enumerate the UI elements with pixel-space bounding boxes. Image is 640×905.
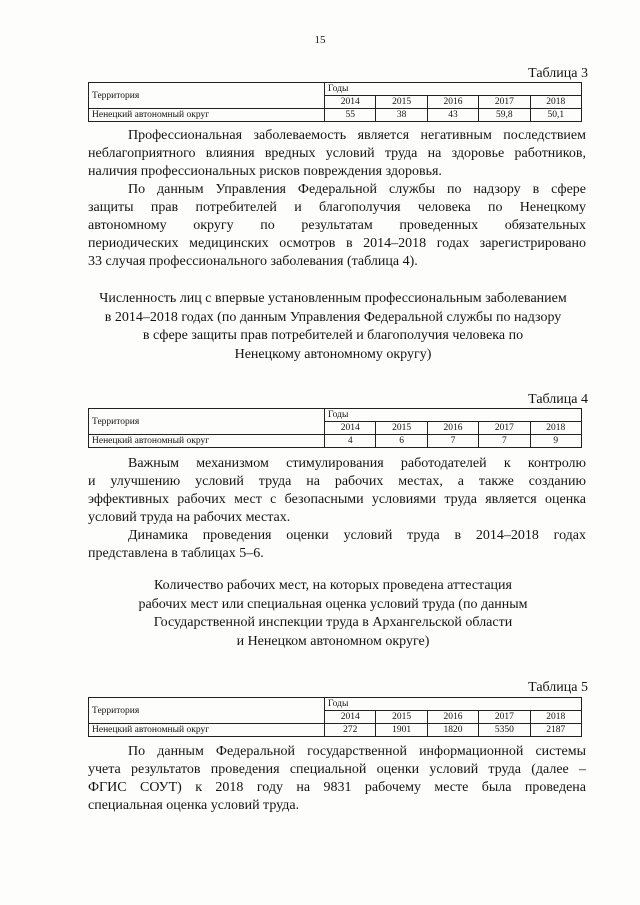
table-row: [89, 109, 582, 122]
table-3-value: 38: [376, 109, 427, 122]
table-4-years-header: Годы: [325, 409, 582, 422]
table-3-territory-header: Территория: [89, 83, 325, 109]
table-5-year: 2017: [479, 711, 530, 724]
table-3-value: 55: [325, 109, 376, 122]
table-4-value: 6: [376, 435, 427, 448]
paragraph-assessment-dynamics: Динамика проведения оценки условий труда в 2014–2018 годах представлена в таблицах 5–6.: [88, 528, 586, 561]
table-3-row-label: Ненецкий автономный округ: [89, 109, 325, 122]
table-5-value: 5350: [479, 724, 530, 737]
table-3-year: 2015: [376, 96, 427, 109]
table-5-territory-header: Территория: [89, 698, 325, 724]
table-5-year: 2016: [427, 711, 478, 724]
page-number: 15: [314, 34, 326, 46]
table-5-value: 1901: [376, 724, 427, 737]
table-4-value: 9: [530, 435, 581, 448]
table-5-year: 2014: [325, 711, 376, 724]
paragraph-employer-incentives: Важным механизмом стимулирования работодателей к контролю и улучшению условий труда на рабочих местах, а также созданию эффективных рабочих мест с безопасными условиями труда является оценка условий труда на рабочих местах.: [88, 456, 586, 525]
table-5-value: 272: [325, 724, 376, 737]
table-3: [88, 82, 582, 122]
table-3-year: 2017: [479, 96, 530, 109]
table-5-value: 2187: [530, 724, 581, 737]
heading-occupational-disease-count: Численность лиц с впервые установленным профессиональным заболеванием в 2014–2018 годах (по данным Управления Федеральной службы по надзору в сфере защиты прав потребителей и благополучия человека по Ненецкому автономному округу): [99, 291, 567, 362]
table-4-year: 2016: [427, 422, 478, 435]
table-5-caption: Таблица 5: [528, 680, 588, 695]
table-4-value: 7: [427, 435, 478, 448]
table-5: [88, 697, 582, 737]
table-4-year: 2015: [376, 422, 427, 435]
paragraph-medical-exams: По данным Управления Федеральной службы по надзору в сфере защиты прав потребителей и благополучия человека по Ненецкому автономному округу по результатам проведенных обязательных периодических медицинских осмотров в 2014–2018 годах зарегистрировано 33 случая профессионального заболевания (таблица 4).: [88, 182, 586, 269]
table-4: [88, 408, 582, 448]
table-4-territory-header: Территория: [89, 409, 325, 435]
table-row: [89, 435, 582, 448]
paragraph-occupational-morbidity: Профессиональная заболеваемость является негативным последствием неблагоприятного влияния вредных условий труда на здоровье работников, наличия профессиональных рисков повреждения здоровья.: [88, 128, 586, 179]
table-3-year: 2018: [530, 96, 581, 109]
table-4-year: 2018: [530, 422, 581, 435]
table-3-value: 50,1: [530, 109, 581, 122]
table-3-years-header: Годы: [325, 83, 582, 96]
table-3-value: 59,8: [479, 109, 530, 122]
table-4-row-label: Ненецкий автономный округ: [89, 435, 325, 448]
paragraph-fgis-sout: По данным Федеральной государственной информационной системы учета результатов проведения специальной оценки условий труда (далее – ФГИС СОУТ) к 2018 году на 9831 рабочему месте была проведена специальная оценка условий труда.: [88, 744, 586, 813]
table-5-years-header: Годы: [325, 698, 582, 711]
table-5-year: 2015: [376, 711, 427, 724]
table-4-value: 7: [479, 435, 530, 448]
table-4-year: 2017: [479, 422, 530, 435]
table-5-row-label: Ненецкий автономный округ: [89, 724, 325, 737]
table-5-value: 1820: [427, 724, 478, 737]
table-row: [89, 724, 582, 737]
table-5-year: 2018: [530, 711, 581, 724]
heading-workplace-count: Количество рабочих мест, на которых проведена аттестация рабочих мест или специальная оценка условий труда (по данным Государственной инспекции труда в Архангельской области и Ненецком автономном округе): [138, 578, 528, 649]
table-3-year: 2014: [325, 96, 376, 109]
table-3-year: 2016: [427, 96, 478, 109]
table-3-caption: Таблица 3: [528, 66, 588, 81]
table-4-caption: Таблица 4: [528, 392, 588, 407]
table-4-year: 2014: [325, 422, 376, 435]
table-3-value: 43: [427, 109, 478, 122]
table-4-value: 4: [325, 435, 376, 448]
